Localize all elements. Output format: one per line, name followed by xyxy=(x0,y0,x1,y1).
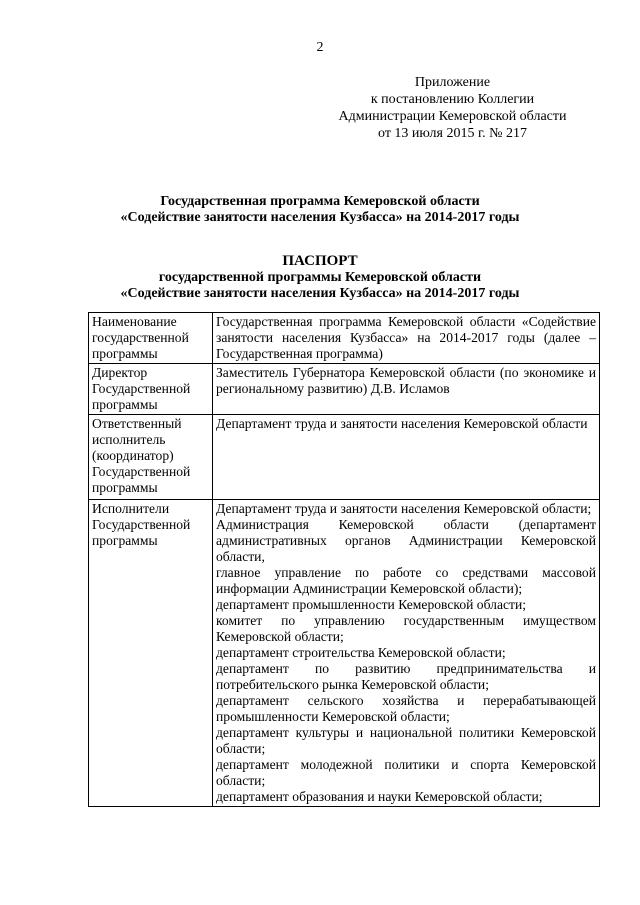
executor-item: департамент молодежной политики и спорта Кемеровской области; xyxy=(216,757,596,788)
passport-title xyxy=(0,252,640,302)
executor-item: главное управление по работе со средствами массовой информации Администрации Кемеровской области); xyxy=(216,565,596,596)
appendix-line: Приложение xyxy=(414,75,491,90)
executor-item: Департамент труда и занятости населения Кемеровской области; xyxy=(216,501,592,516)
row-value xyxy=(213,313,600,364)
executor-item: департамент промышленности Кемеровской области; xyxy=(216,597,527,612)
row-value xyxy=(213,415,600,500)
appendix-line: к постановлению Коллегии xyxy=(370,92,535,107)
executor-item: департамент культуры и национальной политики Кемеровской области; xyxy=(216,725,596,756)
executor-item: департамент строительства Кемеровской области; xyxy=(216,645,506,660)
row-value-text: Заместитель Губернатора Кемеровской области (по экономике и региональному развитию) Д.В. Исламов xyxy=(216,365,596,396)
row-label: Наименование государственной программы xyxy=(89,313,213,364)
row-label: Исполнители Государственной программы xyxy=(89,500,213,807)
table-row xyxy=(89,500,600,807)
row-label: Директор Государственной программы xyxy=(89,364,213,415)
appendix-line: от 13 июля 2015 г. № 217 xyxy=(378,126,527,141)
program-title-line: «Содействие занятости населения Кузбасса» на 2014-2017 годы xyxy=(120,210,520,225)
passport-table xyxy=(88,312,600,807)
row-value-text: Государственная программа Кемеровской области «Содействие занятости населения Кузбасса» на 2014-2017 годы (далее – Государственная программа) xyxy=(216,314,596,361)
row-value xyxy=(213,500,600,807)
row-value xyxy=(213,364,600,415)
passport-title-line: государственной программы Кемеровской области xyxy=(158,270,482,285)
executor-item: департамент образования и науки Кемеровской области; xyxy=(216,789,543,804)
program-title xyxy=(0,194,640,226)
program-title-line: Государственная программа Кемеровской области xyxy=(160,194,480,209)
appendix-line: Администрации Кемеровской области xyxy=(338,109,567,124)
table-row xyxy=(89,415,600,500)
row-label: Ответственный исполнитель (координатор) Государственной программы xyxy=(89,415,213,500)
executor-item: Администрация Кемеровской области (департамент административных органов Администрации Кемеровской области, xyxy=(216,517,596,564)
passport-title-line: «Содействие занятости населения Кузбасса» на 2014-2017 годы xyxy=(120,286,520,301)
executor-item: комитет по управлению государственным имуществом Кемеровской области; xyxy=(216,613,596,644)
page-number: 2 xyxy=(316,40,324,55)
table-row xyxy=(89,364,600,415)
row-value-text: Департамент труда и занятости населения Кемеровской области xyxy=(216,416,588,431)
passport-heading: ПАСПОРТ xyxy=(282,253,358,269)
executor-item: департамент по развитию предпринимательства и потребительского рынка Кемеровской области; xyxy=(216,661,596,692)
appendix-note xyxy=(310,74,595,142)
executor-item: департамент сельского хозяйства и перерабатывающей промышленности Кемеровской области; xyxy=(216,693,596,724)
table-row xyxy=(89,313,600,364)
